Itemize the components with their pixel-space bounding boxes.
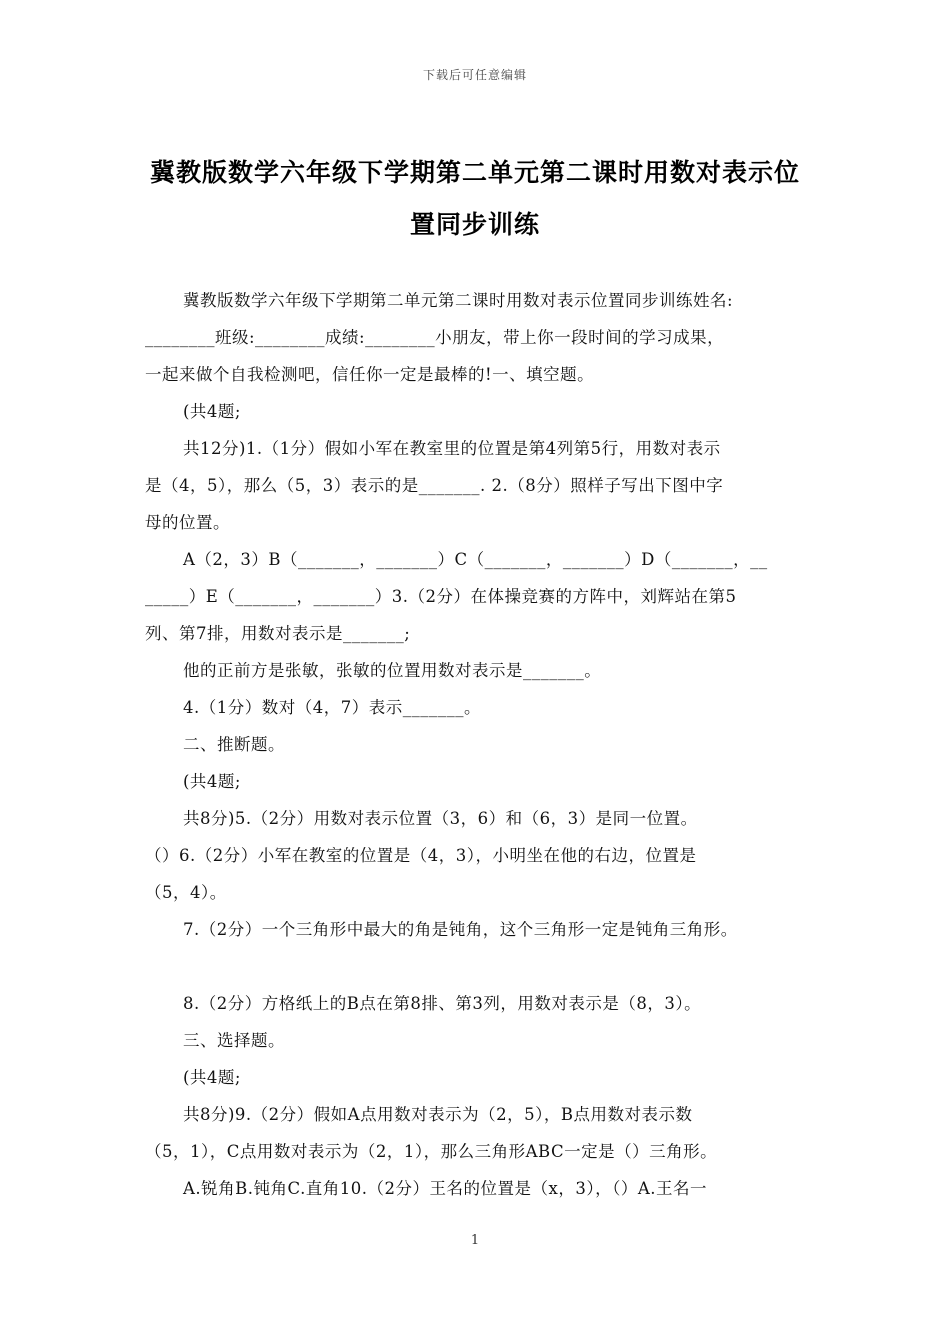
section-heading: 二、推断题。 bbox=[183, 735, 285, 754]
question-line: A.锐角B.钝角C.直角10.（2分）王名的位置是（x，3），（）A.王名一 bbox=[183, 1179, 708, 1198]
question-line: A（2，3）B（_______，_______）C（_______，_______）D（_______，__ bbox=[183, 550, 768, 569]
question-line: 母的位置。 bbox=[145, 513, 230, 532]
blank-gap bbox=[145, 948, 815, 985]
question-line: _____）E（_______，_______）3.（2分）在体操竞赛的方阵中，刘辉站在第5 bbox=[145, 587, 737, 606]
question-line: 他的正前方是张敏，张敏的位置用数对表示是_______。 bbox=[183, 661, 602, 680]
section-count: (共4题; bbox=[183, 402, 241, 421]
document-title-line-2: 置同步训练 bbox=[409, 210, 540, 239]
question-line: 列、第7排，用数对表示是_______; bbox=[145, 624, 411, 643]
intro-line: 一起来做个自我检测吧，信任你一定是最棒的!一、填空题。 bbox=[145, 365, 595, 384]
question-line: （）6.（2分）小军在教室的位置是（4，3），小明坐在他的右边，位置是 bbox=[145, 846, 697, 865]
intro-line: 冀教版数学六年级下学期第二单元第二课时用数对表示位置同步训练姓名: bbox=[183, 291, 734, 310]
section-heading: 三、选择题。 bbox=[183, 1031, 285, 1050]
header-note: 下载后可任意编辑 bbox=[422, 68, 527, 82]
question-line: 是（4，5），那么（5，3）表示的是_______. 2.（8分）照样子写出下图中字 bbox=[145, 476, 724, 495]
question-line: 4.（1分）数对（4，7）表示_______。 bbox=[183, 698, 481, 717]
name-class-score-line: ________班级:________成绩:________小朋友，带上你一段时间的学习成果， bbox=[145, 328, 725, 347]
section-count: (共4题; bbox=[183, 772, 241, 791]
question-line: 共12分)1.（1分）假如小军在教室里的位置是第4列第5行，用数对表示 bbox=[183, 439, 721, 458]
question-line: （5，1），C点用数对表示为（2，1），那么三角形ABC一定是（）三角形。 bbox=[145, 1142, 718, 1161]
question-line: （5，4）。 bbox=[145, 883, 227, 902]
question-line: 共8分)9.（2分）假如A点用数对表示为（2，5），B点用数对表示数 bbox=[183, 1105, 693, 1124]
document-title-line-1: 冀教版数学六年级下学期第二单元第二课时用数对表示位 bbox=[149, 158, 800, 187]
question-line: 7.（2分）一个三角形中最大的角是钝角，这个三角形一定是钝角三角形。 bbox=[183, 920, 738, 939]
section-count: (共4题; bbox=[183, 1068, 241, 1087]
question-line: 8.（2分）方格纸上的B点在第8排、第3列，用数对表示是（8，3）。 bbox=[183, 994, 702, 1013]
page-number: 1 bbox=[470, 1233, 480, 1248]
document-body bbox=[145, 282, 815, 1207]
question-line: 共8分)5.（2分）用数对表示位置（3，6）和（6，3）是同一位置。 bbox=[183, 809, 698, 828]
